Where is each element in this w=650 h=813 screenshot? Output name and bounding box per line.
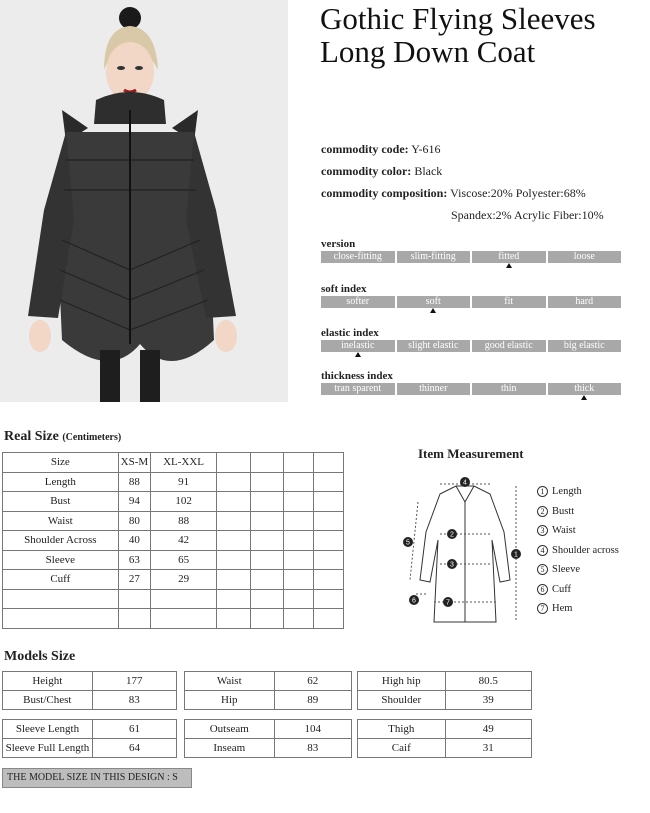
- empty-cell: [250, 550, 284, 570]
- scale-option: fitted: [472, 251, 546, 263]
- row-label: Sleeve: [3, 550, 119, 570]
- scale-option: hard: [548, 296, 622, 308]
- legend-item: [537, 521, 619, 541]
- model-label: Inseam: [185, 739, 275, 758]
- scale-option: inelastic: [321, 340, 395, 352]
- empty-cell: [118, 609, 151, 629]
- model-label: Sleeve Length: [3, 720, 93, 739]
- legend-number: 7: [537, 603, 548, 614]
- model-label: Shoulder: [358, 691, 446, 710]
- scale-option: fit: [472, 296, 546, 308]
- model-label: Hip: [185, 691, 275, 710]
- legend-number: 4: [537, 545, 548, 556]
- product-title: [320, 2, 640, 68]
- legend-label: Shoulder across: [552, 544, 619, 556]
- empty-cell: [314, 492, 344, 512]
- model-value: 39: [445, 691, 531, 710]
- title-line-2: Long Down Coat: [320, 34, 536, 69]
- empty-cell: [284, 550, 314, 570]
- table-row: [3, 739, 177, 758]
- legend-label: Bustt: [552, 505, 575, 517]
- table-row: [358, 691, 532, 710]
- cell-value: 65: [151, 550, 217, 570]
- empty-cell: [284, 609, 314, 629]
- legend-label: Sleeve: [552, 564, 580, 575]
- scale-option: thin: [472, 383, 546, 395]
- model-value: 80.5: [445, 672, 531, 691]
- model-size-note: THE MODEL SIZE IN THIS DESIGN : S: [2, 768, 192, 788]
- model-value: 49: [445, 720, 531, 739]
- empty-cell: [250, 531, 284, 551]
- legend-label: Waist: [552, 525, 576, 536]
- model-value: 104: [274, 720, 351, 739]
- cell-value: 88: [118, 472, 151, 492]
- svg-text:1: 1: [514, 551, 518, 559]
- legend-number: 1: [537, 486, 548, 497]
- empty-cell: [314, 550, 344, 570]
- table-row: [3, 691, 177, 710]
- svg-text:3: 3: [450, 561, 454, 569]
- row-label: Bust: [3, 492, 119, 512]
- legend-item: [537, 560, 619, 580]
- empty-cell: [216, 570, 250, 590]
- table-row-empty: [3, 609, 344, 629]
- svg-text:2: 2: [450, 531, 454, 539]
- empty-cell: [250, 453, 284, 473]
- empty-cell: [250, 472, 284, 492]
- table-row: [3, 472, 344, 492]
- empty-cell: [284, 589, 314, 609]
- empty-cell: [314, 609, 344, 629]
- model-value: 31: [445, 739, 531, 758]
- table-row: [358, 720, 532, 739]
- commodity-composition-value-2: Spandex:2% Acrylic Fiber:10%: [451, 208, 604, 222]
- product-photo: [0, 0, 288, 402]
- empty-cell: [284, 511, 314, 531]
- model-value: 61: [92, 720, 176, 739]
- scale-option: thick: [548, 383, 622, 395]
- scale-option: slim-fitting: [397, 251, 471, 263]
- scale-option: soft: [397, 296, 471, 308]
- scale-option: loose: [548, 251, 622, 263]
- empty-cell: [151, 609, 217, 629]
- scale-thickness-index: [321, 369, 621, 395]
- model-value: 62: [274, 672, 352, 691]
- title-line-1: Gothic Flying Sleeves: [320, 1, 596, 36]
- selected-marker-icon: [430, 308, 436, 313]
- svg-text:7: 7: [446, 599, 450, 607]
- commodity-composition-row-2: [321, 204, 604, 226]
- empty-cell: [216, 511, 250, 531]
- model-label: Height: [3, 672, 93, 691]
- commodity-code-label: commodity code:: [321, 142, 409, 156]
- cell-value: 80: [118, 511, 151, 531]
- model-value: 83: [92, 691, 176, 710]
- model-value: 177: [92, 672, 176, 691]
- cell-value: 29: [151, 570, 217, 590]
- scale-option: close-fitting: [321, 251, 395, 263]
- scale-soft-index: [321, 282, 621, 308]
- cell-value: 88: [151, 511, 217, 531]
- svg-text:5: 5: [406, 539, 410, 547]
- svg-text:4: 4: [463, 479, 467, 487]
- table-row: [185, 691, 352, 710]
- model-label: Sleeve Full Length: [3, 739, 93, 758]
- scale-option: good elastic: [472, 340, 546, 352]
- scale-version: [321, 237, 621, 263]
- table-row: [358, 672, 532, 691]
- model-value: 64: [92, 739, 176, 758]
- table-row: [3, 550, 344, 570]
- empty-cell: [216, 589, 250, 609]
- empty-cell: [250, 492, 284, 512]
- cell-value: 40: [118, 531, 151, 551]
- table-header-row: [3, 453, 344, 473]
- cell-value: 42: [151, 531, 217, 551]
- model-label: Waist: [185, 672, 275, 691]
- scale-option: tran sparent: [321, 383, 395, 395]
- selected-marker-icon: [506, 263, 512, 268]
- selected-marker-icon: [355, 352, 361, 357]
- empty-cell: [250, 609, 284, 629]
- model-wearing-coat-image: [0, 0, 288, 402]
- table-row: [3, 511, 344, 531]
- scale-label: soft index: [321, 283, 367, 295]
- models-size-title: Models Size: [4, 649, 76, 664]
- table-row: [185, 672, 352, 691]
- empty-cell: [216, 550, 250, 570]
- scale-option: thinner: [397, 383, 471, 395]
- model-label: Bust/Chest: [3, 691, 93, 710]
- row-label: Waist: [3, 511, 119, 531]
- legend-number: 2: [537, 506, 548, 517]
- commodity-composition-label: commodity composition:: [321, 186, 448, 200]
- table-row: [3, 720, 177, 739]
- legend-label: Cuff: [552, 583, 572, 595]
- scale-label: version: [321, 238, 356, 250]
- table-row: [3, 672, 177, 691]
- scale-option: softer: [321, 296, 395, 308]
- empty-cell: [314, 472, 344, 492]
- table-row: [358, 739, 532, 758]
- models-table-1: [2, 671, 177, 710]
- legend-number: 5: [537, 564, 548, 575]
- empty-cell: [3, 589, 119, 609]
- row-label: Cuff: [3, 570, 119, 590]
- commodity-color-value: Black: [414, 164, 443, 178]
- empty-cell: [216, 609, 250, 629]
- table-row: [185, 720, 352, 739]
- scale-label: thickness index: [321, 370, 393, 382]
- models-table-6: [357, 719, 532, 758]
- legend-label: Length: [552, 486, 582, 497]
- model-label: Outseam: [185, 720, 275, 739]
- empty-cell: [250, 511, 284, 531]
- models-table-2: [184, 671, 352, 710]
- empty-cell: [250, 589, 284, 609]
- table-row: [3, 570, 344, 590]
- empty-cell: [314, 511, 344, 531]
- commodity-code-row: [321, 138, 604, 160]
- coat-outline-icon: [400, 472, 530, 632]
- empty-cell: [284, 531, 314, 551]
- commodity-color-row: [321, 160, 604, 182]
- selected-marker-icon: [581, 395, 587, 400]
- commodity-code-value: Y-616: [411, 142, 441, 156]
- model-label: High hip: [358, 672, 446, 691]
- legend-item: [537, 599, 619, 619]
- empty-cell: [284, 472, 314, 492]
- commodity-composition-value-1: Viscose:20% Polyester:68%: [450, 186, 586, 200]
- scale-elastic-index: [321, 326, 621, 352]
- table-row: [3, 531, 344, 551]
- empty-cell: [314, 589, 344, 609]
- commodity-color-label: commodity color:: [321, 164, 412, 178]
- model-value: 83: [274, 739, 351, 758]
- cell-value: 63: [118, 550, 151, 570]
- coat-measurement-diagram: [400, 472, 530, 632]
- empty-cell: [118, 589, 151, 609]
- measurement-legend: [537, 482, 619, 619]
- row-label: Length: [3, 472, 119, 492]
- svg-text:6: 6: [412, 597, 416, 605]
- header-cell: Size: [3, 453, 119, 473]
- models-table-5: [184, 719, 352, 758]
- scale-label: elastic index: [321, 327, 379, 339]
- empty-cell: [151, 589, 217, 609]
- product-specs: [321, 138, 604, 226]
- cell-value: 91: [151, 472, 217, 492]
- header-cell: XL-XXL: [151, 453, 217, 473]
- legend-item: [537, 482, 619, 502]
- empty-cell: [250, 570, 284, 590]
- table-row-empty: [3, 589, 344, 609]
- model-label: Caif: [358, 739, 446, 758]
- models-table-3: [357, 671, 532, 710]
- commodity-composition-row: [321, 182, 604, 204]
- legend-number: 3: [537, 525, 548, 536]
- legend-label: Hem: [552, 603, 573, 614]
- legend-number: 6: [537, 584, 548, 595]
- model-value: 89: [274, 691, 352, 710]
- empty-cell: [216, 531, 250, 551]
- legend-item: [537, 541, 619, 561]
- scale-option: big elastic: [548, 340, 622, 352]
- real-size-table: [2, 452, 344, 629]
- model-label: Thigh: [358, 720, 446, 739]
- empty-cell: [3, 609, 119, 629]
- models-table-4: [2, 719, 177, 758]
- item-measurement-title: Item Measurement: [418, 446, 524, 461]
- empty-cell: [216, 453, 250, 473]
- empty-cell: [284, 453, 314, 473]
- legend-item: [537, 502, 619, 522]
- row-label: Shoulder Across: [3, 531, 119, 551]
- real-size-unit: (Centimeters): [62, 432, 122, 443]
- real-size-title-text: Real Size: [4, 429, 59, 444]
- cell-value: 102: [151, 492, 217, 512]
- empty-cell: [314, 453, 344, 473]
- cell-value: 27: [118, 570, 151, 590]
- empty-cell: [216, 492, 250, 512]
- empty-cell: [284, 492, 314, 512]
- legend-item: [537, 580, 619, 600]
- table-row: [185, 739, 352, 758]
- header-cell: XS-M: [118, 453, 151, 473]
- real-size-title: [4, 429, 121, 445]
- empty-cell: [216, 472, 250, 492]
- empty-cell: [314, 570, 344, 590]
- empty-cell: [284, 570, 314, 590]
- table-row: [3, 492, 344, 512]
- empty-cell: [314, 531, 344, 551]
- cell-value: 94: [118, 492, 151, 512]
- scale-option: slight elastic: [397, 340, 471, 352]
